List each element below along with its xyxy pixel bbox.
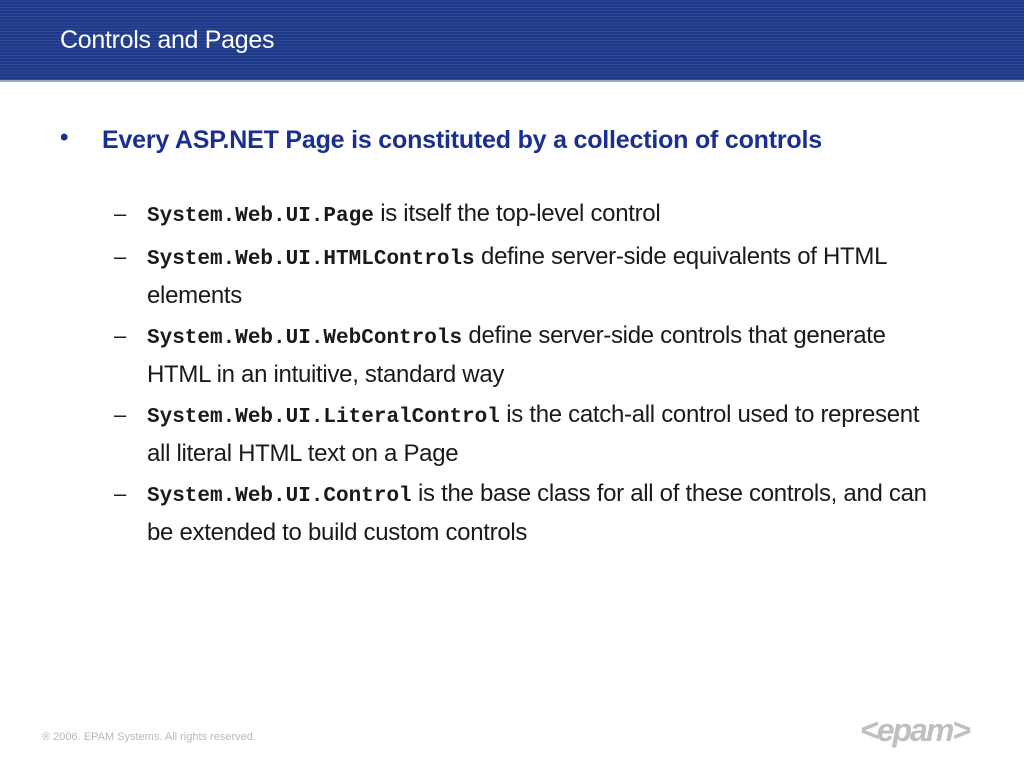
sub-bullet-description: define server-side equivalents of HTML elements <box>147 243 887 309</box>
code-term: System.Web.UI.LiteralControl <box>147 406 500 429</box>
dash-icon: – <box>114 244 127 269</box>
sub-bullet-text <box>147 196 944 235</box>
sub-bullet-description: is itself the top-level control <box>373 200 661 227</box>
sub-bullet-text <box>147 476 944 551</box>
code-term: System.Web.UI.Page <box>147 205 374 228</box>
main-bullet-text: Every ASP.NET Page is constituted by a collection of controls <box>102 126 822 154</box>
code-term: System.Web.UI.Control <box>147 485 412 508</box>
sub-bullet-item <box>114 239 944 314</box>
sub-bullet-description: define server-side controls that generate HTML in an intuitive, standard way <box>147 322 886 388</box>
main-bullet <box>60 124 940 157</box>
sub-bullet-text <box>147 397 944 472</box>
dash-icon: – <box>114 201 127 226</box>
slide-title: Controls and Pages <box>60 26 275 54</box>
dash-icon: – <box>114 481 127 506</box>
sub-bullet-item <box>114 476 944 551</box>
sub-bullet-text <box>147 318 944 393</box>
sub-bullet-description: is the catch-all control used to represent all literal HTML text on a Page <box>147 401 920 467</box>
code-term: System.Web.UI.HTMLControls <box>147 248 475 271</box>
sub-bullet-item <box>114 196 944 235</box>
code-term: System.Web.UI.WebControls <box>147 327 463 350</box>
dash-icon: – <box>114 323 127 348</box>
sub-bullet-item <box>114 397 944 472</box>
bullet-dot-icon: • <box>60 124 69 151</box>
sub-bullet-list <box>114 196 944 555</box>
sub-bullet-item <box>114 318 944 393</box>
sub-bullet-description: is the base class for all of these controls, and can be extended to build custom controls <box>147 480 927 546</box>
copyright-notice: ® 2006. EPAM Systems. All rights reserved. <box>42 731 256 743</box>
dash-icon: – <box>114 402 127 427</box>
epam-logo: <epam> <box>860 712 969 748</box>
sub-bullet-text <box>147 239 944 314</box>
